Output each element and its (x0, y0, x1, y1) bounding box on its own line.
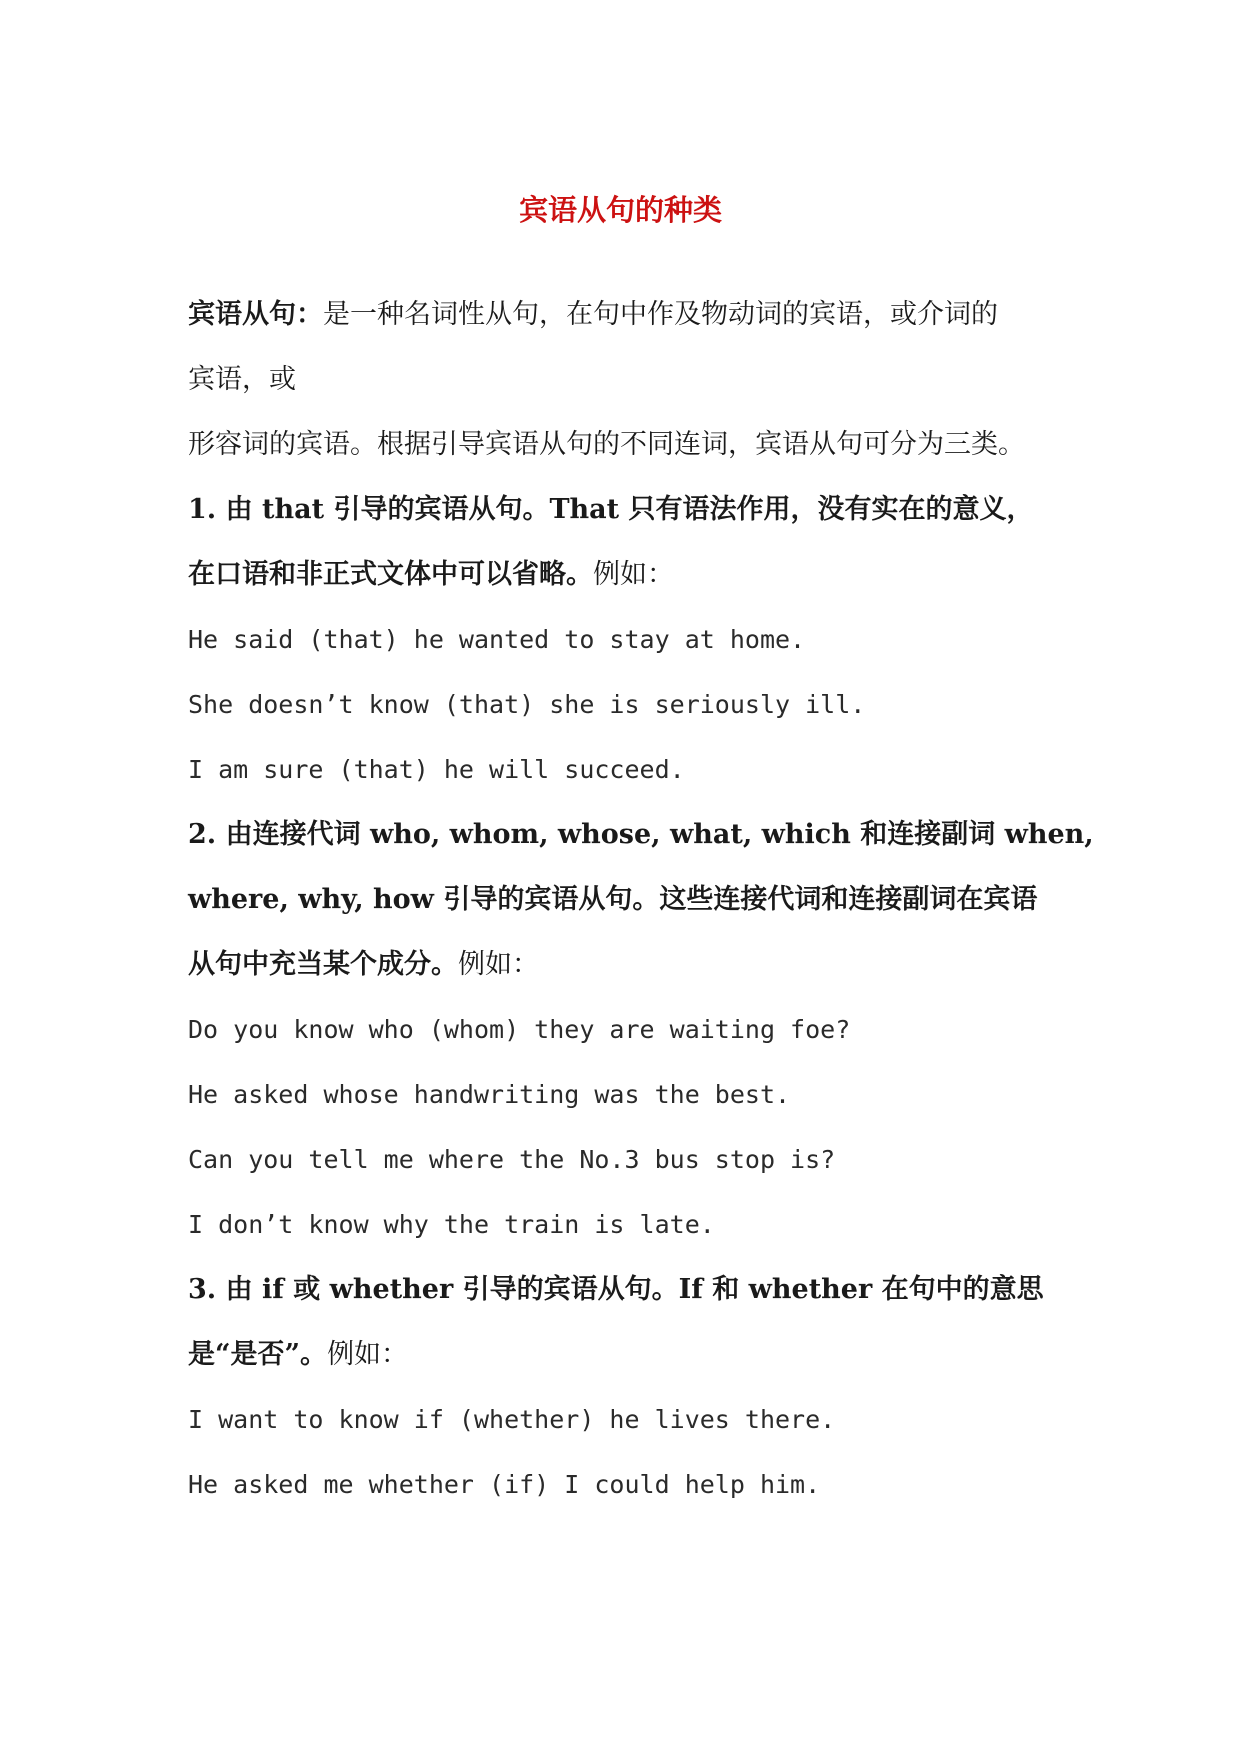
example-sentence: I don’t know why the train is late. (188, 1210, 715, 1239)
example-sentence: He asked whose handwriting was the best. (188, 1080, 791, 1109)
intro-term: 宾语从句： (188, 299, 323, 330)
section-heading-line (188, 932, 1058, 997)
example-sentence: Do you know who (whom) they are waiting foe? (188, 1015, 851, 1044)
example-label: 例如： (327, 1339, 409, 1370)
example-sentence: He asked me whether (if) I could help him. (188, 1470, 821, 1499)
example-sentence: I want to know if (whether) he lives there. (188, 1405, 836, 1434)
section-heading-line: 2. 由连接代词 who, whom, whose, what, which 和连接副词 when, (188, 819, 1094, 850)
section-connectives (188, 802, 1094, 1257)
intro-definition: 是一种名词性从句，在句中作及物动词的宾语，或介词的 (323, 299, 998, 330)
example-label: 例如： (458, 949, 539, 980)
section-heading-line (188, 542, 1058, 607)
example-sentence: I am sure (that) he will succeed. (188, 755, 685, 784)
example-label: 例如： (593, 559, 674, 590)
section-heading-text: 从句中充当某个成分。 (188, 949, 458, 980)
example-sentence: He said (that) he wanted to stay at home. (188, 625, 806, 654)
intro-line-2: 宾语，或 (188, 364, 296, 395)
section-heading-line (188, 1322, 1058, 1387)
intro-line-1 (188, 282, 1058, 347)
section-heading-line: 1. 由 that 引导的宾语从句。That 只有语法作用，没有实在的意义， (188, 494, 1034, 525)
section-heading-text: 是“是否”。 (188, 1339, 328, 1370)
example-sentence: She doesn’t know (that) she is seriously ill. (188, 690, 866, 719)
section-that (188, 477, 1058, 802)
intro-paragraph (188, 282, 1058, 477)
section-heading-line: where, why, how 引导的宾语从句。这些连接代词和连接副词在宾语 (188, 884, 1038, 915)
page-title: 宾语从句的种类 (518, 193, 722, 227)
example-sentence: Can you tell me where the No.3 bus stop is? (188, 1145, 836, 1174)
section-heading-line: 3. 由 if 或 whether 引导的宾语从句。If 和 whether 在句中的意思 (188, 1274, 1044, 1305)
section-heading-text: 在口语和非正式文体中可以省略。 (188, 559, 593, 590)
intro-line-3: 形容词的宾语。根据引导宾语从句的不同连词，宾语从句可分为三类。 (188, 429, 1025, 460)
document-body (188, 282, 1094, 1517)
section-if-whether (188, 1257, 1058, 1517)
